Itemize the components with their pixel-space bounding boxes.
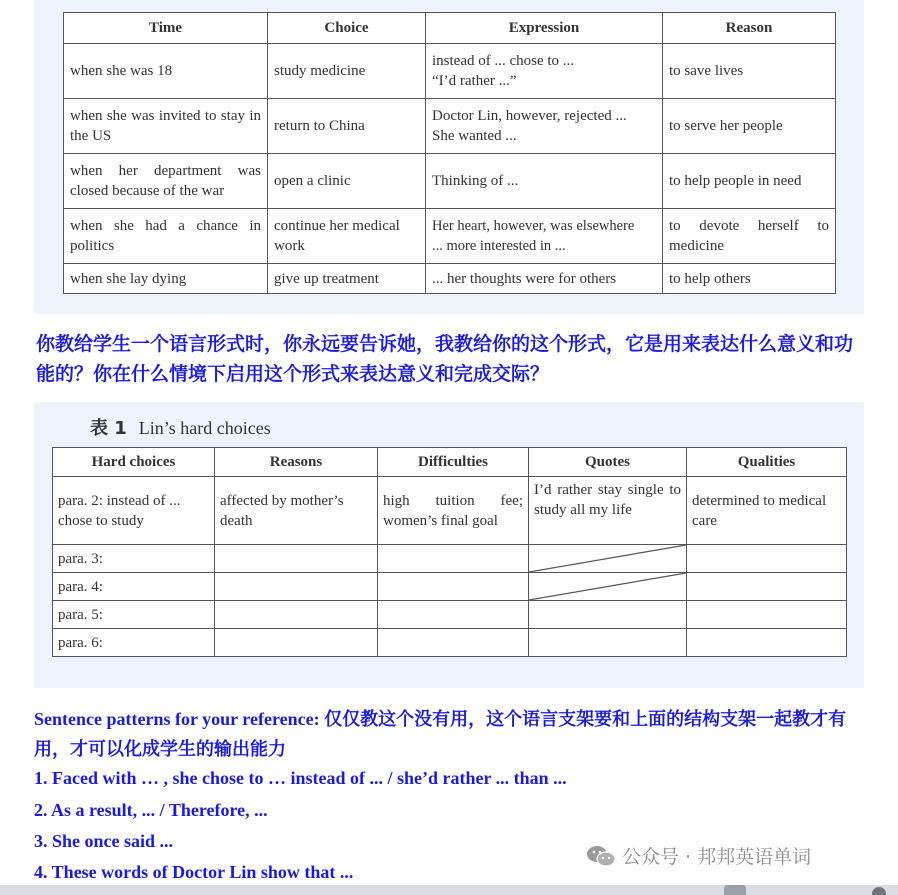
empty-cell <box>378 629 529 657</box>
table-row <box>53 573 847 601</box>
choices-table <box>63 12 836 294</box>
cell-expression: ... her thoughts were for others <box>426 264 663 294</box>
cell-reason: to help others <box>663 264 836 294</box>
empty-cell <box>378 545 529 573</box>
empty-cell <box>215 545 378 573</box>
cell-reason: to help people in need <box>663 154 836 209</box>
header-reason: Reason <box>663 13 836 44</box>
table-row <box>64 99 836 154</box>
empty-cell <box>687 545 847 573</box>
cell-time: when her department was closed because of the war <box>64 154 268 209</box>
table-row <box>64 154 836 209</box>
table-row <box>64 209 836 264</box>
diagonal-cell <box>529 573 687 601</box>
cell-reason: affected by mother’s death <box>215 477 378 545</box>
patterns-heading: Sentence patterns for your reference: 仅仅教这个没有用，这个语言支架要和上面的结构支架一起教才有用，才可以化成学生的输出能力 <box>34 709 847 759</box>
empty-cell <box>687 601 847 629</box>
caption-title: Lin’s hard choices <box>138 418 271 438</box>
cell-choice: return to China <box>268 99 426 154</box>
pattern-item: 2. As a result, ... / Therefore, ... <box>34 800 268 820</box>
cell-choice: open a clinic <box>268 154 426 209</box>
bottom-toolbar-strip <box>0 885 898 895</box>
empty-cell <box>378 601 529 629</box>
diagonal-line <box>529 545 686 572</box>
table-caption <box>90 414 271 440</box>
cell-expression: Thinking of ... <box>426 154 663 209</box>
empty-cell <box>215 629 378 657</box>
table-row <box>64 264 836 294</box>
pattern-item: 3. She once said ... <box>34 831 174 851</box>
empty-cell <box>687 573 847 601</box>
cell-para-label: para. 5: <box>53 601 215 629</box>
table-row <box>64 44 836 99</box>
cell-choice: continue her medical work <box>268 209 426 264</box>
header-time: Time <box>64 13 268 44</box>
toolbar-tab[interactable] <box>724 885 746 895</box>
cell-reason: to save lives <box>663 44 836 99</box>
cell-quote: I’d rather stay single to study all my life <box>529 477 687 545</box>
header-difficulties: Difficulties <box>378 448 529 477</box>
table-row <box>53 629 847 657</box>
table-header-row <box>53 448 847 477</box>
header-reasons: Reasons <box>215 448 378 477</box>
cell-reason: to devote herself to medicine <box>663 209 836 264</box>
empty-cell <box>687 629 847 657</box>
empty-cell <box>529 629 687 657</box>
pattern-item: 4. These words of Doctor Lin show that ... <box>34 862 354 882</box>
cell-choice: para. 2: instead of ... chose to study <box>53 477 215 545</box>
wechat-icon <box>586 844 616 868</box>
table-row <box>53 545 847 573</box>
cell-expression: Her heart, however, was elsewhere ... more interested in ... <box>426 209 663 264</box>
cell-para-label: para. 4: <box>53 573 215 601</box>
header-hard-choices: Hard choices <box>53 448 215 477</box>
diagonal-line <box>529 573 686 600</box>
cell-time: when she was invited to stay in the US <box>64 99 268 154</box>
toolbar-button[interactable] <box>872 887 886 895</box>
cell-expression: Doctor Lin, however, rejected ... She wanted ... <box>426 99 663 154</box>
empty-cell <box>215 573 378 601</box>
empty-cell <box>529 601 687 629</box>
cell-choice: study medicine <box>268 44 426 99</box>
cell-difficulty: high tuition fee; women’s final goal <box>378 477 529 545</box>
header-quotes: Quotes <box>529 448 687 477</box>
cell-time: when she had a chance in politics <box>64 209 268 264</box>
watermark-text: 公众号 · 邦邦英语单词 <box>622 846 812 868</box>
cell-para-label: para. 3: <box>53 545 215 573</box>
diagonal-cell <box>529 545 687 573</box>
header-expression: Expression <box>426 13 663 44</box>
header-qualities: Qualities <box>687 448 847 477</box>
cell-quality: determined to medical care <box>687 477 847 545</box>
watermark <box>586 842 811 869</box>
cell-para-label: para. 6: <box>53 629 215 657</box>
table-header-row <box>64 13 836 44</box>
cell-reason: to serve her people <box>663 99 836 154</box>
table-row <box>53 477 847 545</box>
pattern-item: 1. Faced with … , she chose to … instead of ... / she’d rather ... than ... <box>34 768 567 788</box>
teaching-note: 你教给学生一个语言形式时，你永远要告诉她，我教给你的这个形式，它是用来表达什么意义和功能的？你在什么情境下启用这个形式来表达意义和完成交际？ <box>36 334 854 385</box>
cell-time: when she lay dying <box>64 264 268 294</box>
cell-expression: instead of ... chose to ... “I’d rather ...” <box>426 44 663 99</box>
caption-label: 表 1 <box>90 418 127 439</box>
empty-cell <box>215 601 378 629</box>
hard-choices-table <box>52 447 847 657</box>
empty-cell <box>378 573 529 601</box>
cell-time: when she was 18 <box>64 44 268 99</box>
cell-choice: give up treatment <box>268 264 426 294</box>
header-choice: Choice <box>268 13 426 44</box>
table-row <box>53 601 847 629</box>
